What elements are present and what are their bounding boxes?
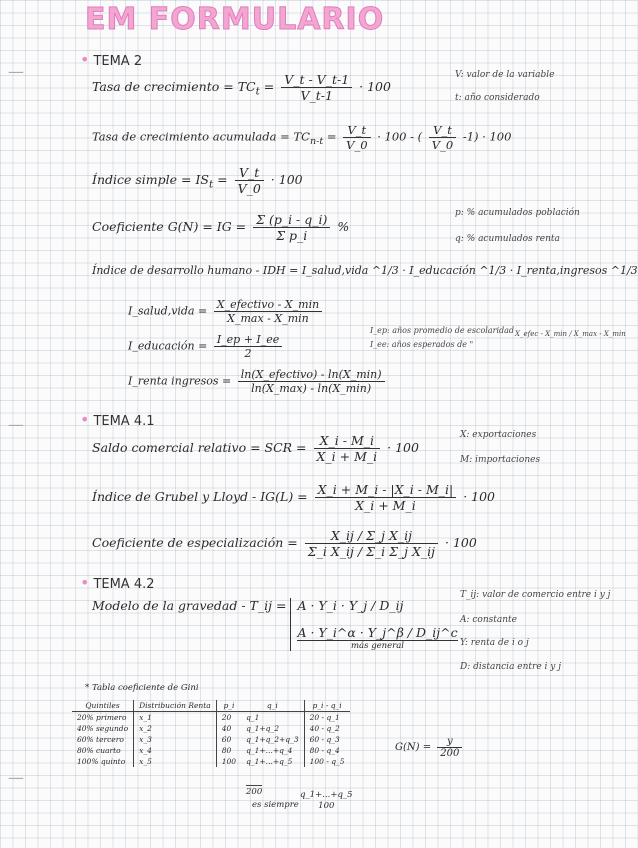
formula-i-renta: I_renta ingresos = $\frac{\text{ln(X\_efectivo) - ln(X\_min)}}{\ln(X\_\max) - \ln(X\_\min)}$ [128,368,388,395]
formula-idh: Índice de desarrollo humano - IDH = I_salud,vida ^1/3 · I_educación ^1/3 · I_renta,ingresos ^1/3 [92,264,638,277]
bullet-icon: • [80,573,90,592]
formula-especializacion: Coeficiente de especialización = $\frac{\text{X\_ij / Σ\_j X\_ij}}{\text{Σ\_i X\_ij / Σ\_i Σ\_j X\_ij}}$ · 100 [92,528,477,559]
always-note: es siempre [252,800,299,810]
note-line: X_efec - X_min / X_max - X_min [515,330,626,338]
table-row: 20% primero x_1 20 q_1 20 - q_1 [72,712,350,724]
note-line: t: año considerado [455,93,540,103]
margin-tick: — [8,62,24,81]
formula-gini: Coeficiente G(N) = IG = $\frac{\Sigma (p\_i - q\_i)}{\text{Σ p\_i}}$ % [92,212,350,243]
table-row: 100% quinto x_5 100 q_1+...+q_5 100 - q_5 [72,756,350,767]
section-heading: • TEMA 2 [80,50,143,69]
table-row: 40% segundo x_2 40 q_1+q_2 40 - q_2 [72,723,350,734]
note-line: A: constante [460,615,517,625]
note-line: Y: renta de i o j [460,638,529,648]
table-header: q_i [241,700,304,712]
table-row: 60% tercero x_3 60 q_1+q_2+q_3 60 - q_3 [72,734,350,745]
formula-i-educacion: I_educación = $\frac{I\_ep + I\_ee}{2}$ [128,333,285,360]
formula-grubel-lloyd: Índice de Grubel y Lloyd - IG(L) = $\frac{X\_i + M\_i - |X\_i - M\_i|}{X\_i + M\_i}$ · 100 [92,482,496,513]
note-line: p: % acumulados población [455,208,580,218]
section-heading: • TEMA 4.1 [80,410,155,429]
table-header-row [72,700,350,712]
bullet-icon: • [80,50,90,69]
formula-i-salud: I_salud,vida = $\frac{\text{X\_efectivo - X\_min}}{X\_\max - X\_\min}$ [128,298,325,325]
table-header: p_i - q_i [304,700,349,712]
note-line: q: % acumulados renta [455,234,560,244]
margin-tick: — [8,768,24,787]
table-header: Distribución Renta [134,700,217,712]
sum-q: q_1+...+q_5 100 [300,790,353,811]
formula-indice-simple: Índice simple = $IS_t$ = $\frac{V\_t}{V\_0}$ · 100 [92,165,303,196]
note-line: X: exportaciones [460,430,537,440]
gini-table-wrap [72,700,350,767]
note-line: V: valor de la variable [455,70,555,80]
note-line: D: distancia entre i y j [460,662,561,672]
table-header: p_i [216,700,241,712]
formula-gravedad: Modelo de la gravedad - T_ij = A · Y_i · Y_j / D_ij A · Y_i^α · Y_j^β / D_ij^c más general [92,598,458,651]
note-line: I_ep: años promedio de escolaridad [370,326,515,335]
table-caption: * Tabla coeficiente de Gini [85,683,199,693]
note-line: I_ee: años esperados de " [370,340,474,349]
formula-scr: Saldo comercial relativo = SCR = $\frac{X\_i - M\_i}{X\_i + M\_i}$ · 100 [92,433,419,464]
gini-result: G(N) = $\frac{y}{200}$ [395,736,465,759]
formula-tasa-acumulada: Tasa de crecimiento acumulada = $TC_{n-t}$ = $\frac{V\_t}{V\_0}$ · 100 - ( $\frac{V\_t}{V\_0}$ -1) · 100 [92,123,512,152]
section-heading: • TEMA 4.2 [80,573,155,592]
sum-p: 200 [246,787,263,797]
note-line: T_ij: valor de comercio entre i y j [460,590,611,600]
formula-tasa-crecimiento: Tasa de crecimiento = $TC_t$ = $\frac{V\_t - V\_t-1}{V\_t-1}$ · 100 [92,72,391,103]
formula-label: Tasa de crecimiento [92,79,220,94]
margin-tick: — [8,415,24,434]
table-row: 80% cuarto x_4 80 q_1+...+q_4 80 - q_4 [72,745,350,756]
table-header: Quintiles [72,700,134,712]
note-line: M: importaciones [460,455,541,465]
page-title: EM FORMULARIO [85,2,385,37]
gini-table [72,700,350,767]
bullet-icon: • [80,410,90,429]
